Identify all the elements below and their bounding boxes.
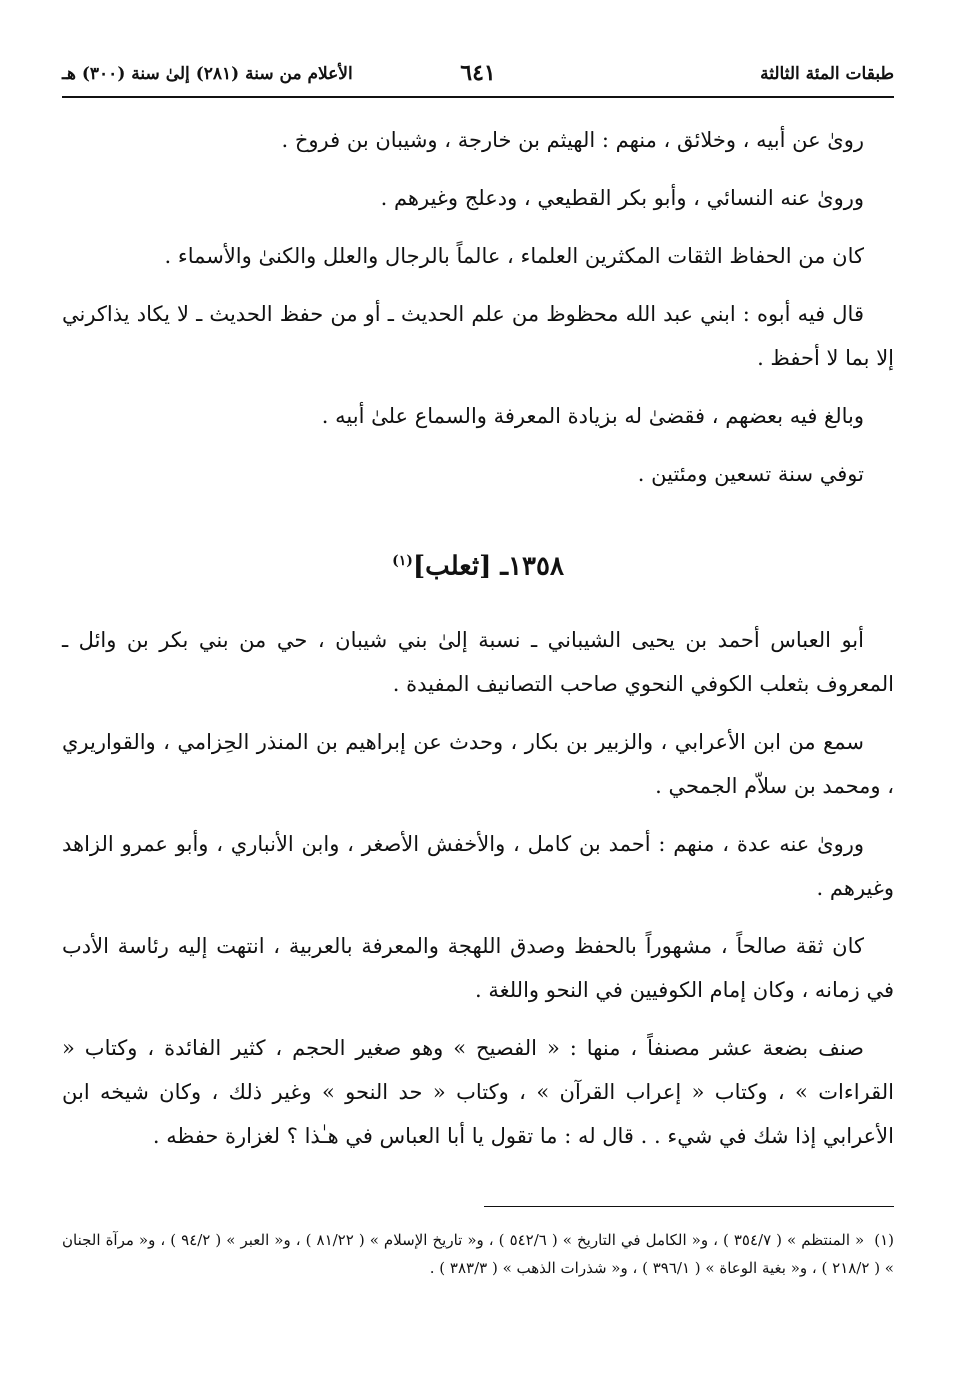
paragraph: روىٰ عن أبيه ، وخلائق ، منهم : الهيثم بن خارجة ، وشيبان بن فروخ . (281, 128, 864, 152)
page-number: ٦٤١ (460, 60, 496, 86)
paragraph: أبو العباس أحمد بن يحيى الشيباني ـ نسبة إلىٰ بني شيبان ، حي من بني بكر بن وائل ـ المعروف بثعلب الكوفي النحوي صاحب التصانيف المفيدة . (62, 627, 894, 696)
footnote-text: « المنتظم » ( ٣٥٤/٧ ) ، و« الكامل في التاريخ » ( ٥٤٢/٦ ) ، و« تاريخ الإسلام » ( ٨١/٢٢ ) ، و« العبر » ( ٩٤/٢ ) ، و« مرآة الجنان » ( ٢١٨/٢ ) ، و« بغية الوعاة » ( ٣٩٦/١ ) ، و« شذرات الذهب » ( ٣٨٣/٣ ) . (62, 1231, 894, 1277)
entry-title-text: ١٣٥٨ـ [ثعلب] (412, 551, 564, 582)
running-header (62, 56, 894, 98)
entry-heading (62, 536, 894, 592)
paragraph: وروىٰ عنه النسائي ، وأبو بكر القطيعي ، ودعلج وغيرهم . (380, 186, 864, 210)
paragraph: وبالغ فيه بعضهم ، فقضىٰ له بزيادة المعرفة والسماع علىٰ أبيه . (321, 404, 864, 428)
footnote-reference: (١) (392, 553, 413, 569)
paragraph: توفي سنة تسعين ومئتين . (637, 462, 864, 486)
footnote-divider (484, 1206, 894, 1207)
footnote-number: (١) (874, 1231, 894, 1249)
paragraph: وروىٰ عنه عدة ، منهم : أحمد بن كامل ، والأخفش الأصغر ، وابن الأنباري ، وأبو عمرو الزاهد وغيرهم . (62, 831, 894, 900)
footnote (62, 1226, 894, 1282)
header-year-range: الأعلام من سنة (٢٨١) إلىٰ سنة (٣٠٠) هـ (62, 64, 353, 84)
header-section-title: طبقات المئة الثالثة (760, 64, 894, 84)
paragraph: صنف بضعة عشر مصنفاً ، منها : « الفصيح » وهو صغير الحجم ، كثير الفائدة ، وكتاب « القراءات » ، وكتاب « إعراب القرآن » ، وكتاب « حد النحو » وغير ذلك ، وكان شيخه ابن الأعرابي إذا شك في شيء . . قال له : ما تقول يا أبا العباس في هـٰذا ؟ لغزارة حفظه . (62, 1035, 894, 1148)
paragraph: كان ثقة صالحاً ، مشهوراً بالحفظ وصدق اللهجة والمعرفة بالعربية ، انتهت إليه رئاسة الأدب في زمانه ، وكان إمام الكوفيين في النحو واللغة . (62, 933, 894, 1002)
main-text (62, 118, 894, 1172)
paragraph: سمع من ابن الأعرابي ، والزبير بن بكار ، وحدث عن إبراهيم بن المنذر الحِزامي ، والقواريري ، ومحمد بن سلاّم الجمحي . (62, 729, 894, 798)
paragraph: كان من الحفاظ الثقات المكثرين العلماء ، عالماً بالرجال والعلل والكنىٰ والأسماء . (164, 244, 864, 268)
paragraph: قال فيه أبوه : ابني عبد الله محظوظ من علم الحديث ـ أو من حفظ الحديث ـ لا يكاد يذاكرني إلا بما لا أحفظ . (62, 302, 894, 370)
